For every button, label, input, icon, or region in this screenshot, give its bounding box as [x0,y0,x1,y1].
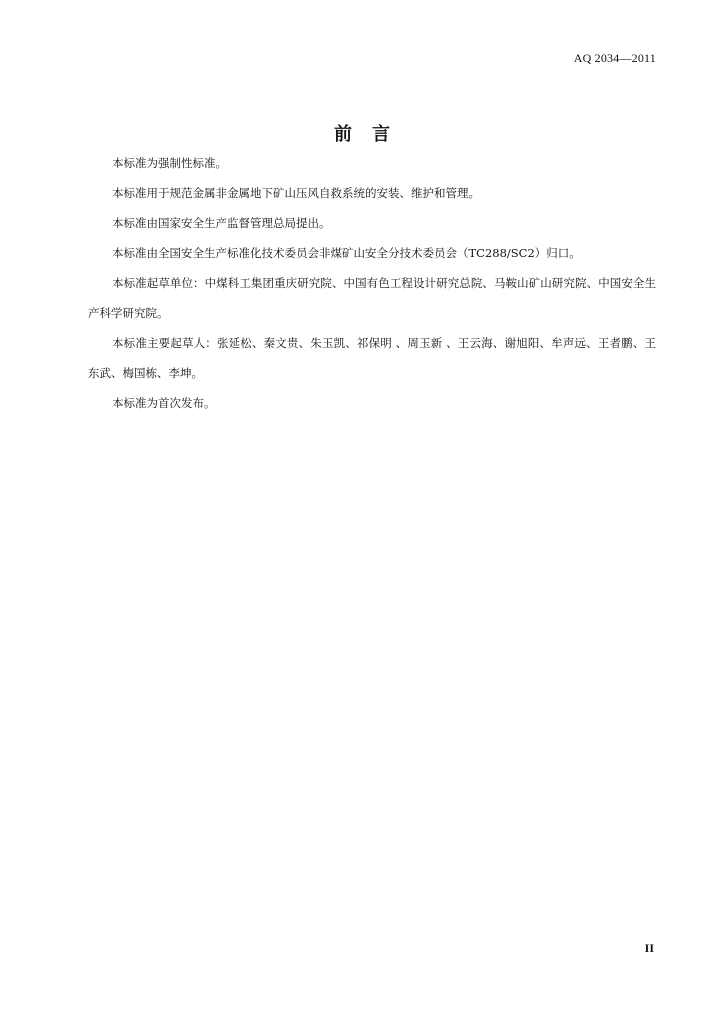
paragraph-drafters: 本标准主要起草人：张延松、秦文贵、朱玉凯、祁保明 、周玉新 、王云海、谢旭阳、牟声远、王者鹏、王东武、梅国栋、李坤。 [88,336,656,380]
paragraph-drafting-units: 本标准起草单位：中煤科工集团重庆研究院、中国有色工程设计研究总院、马鞍山矿山研究院、中国安全生产科学研究院。 [88,276,656,320]
paragraph-scope: 本标准用于规范金属非金属地下矿山压风自救系统的安装、维护和管理。 [112,186,480,200]
foreword-body [88,155,656,425]
paragraph-under-jurisdiction: 本标准由全国安全生产标准化技术委员会非煤矿山安全分技术委员会（TC288/SC2）归口。 [112,246,581,260]
page-title: 前言 [334,124,410,145]
paragraph-mandatory: 本标准为强制性标准。 [112,156,227,170]
standard-code: AQ 2034—2011 [573,51,656,65]
page-number: II [644,941,654,955]
paragraph-proposed-by: 本标准由国家安全生产监督管理总局提出。 [112,216,331,230]
paragraph-first-release: 本标准为首次发布。 [112,396,216,410]
